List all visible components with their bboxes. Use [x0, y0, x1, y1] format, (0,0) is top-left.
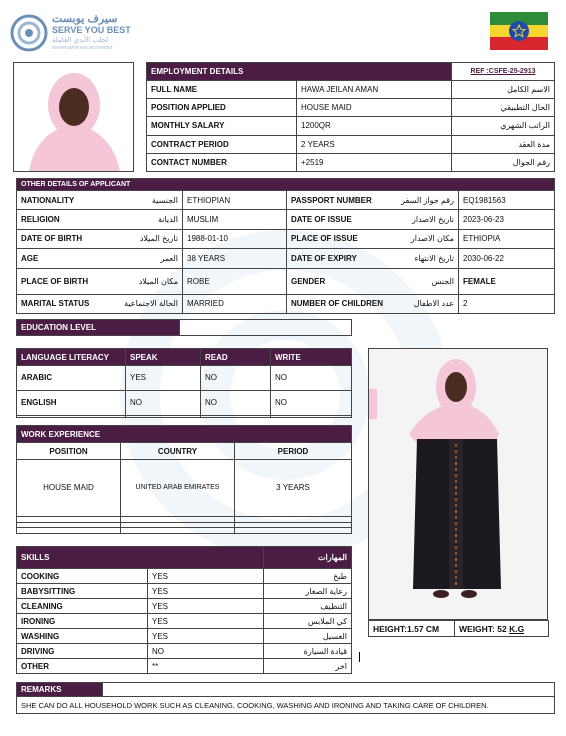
skill-washing-ar: الغسيل — [264, 629, 352, 644]
skill-babysitting-ar: رعاية الصغار — [264, 584, 352, 599]
label-dob: DATE OF BIRTH — [21, 234, 83, 244]
work-period: 3 YEARS — [235, 460, 352, 517]
skill-other-ar: اخر — [264, 659, 352, 674]
skill-cooking: COOKING — [17, 569, 148, 584]
value-contract: 2 YEARS — [297, 135, 452, 153]
brand-arabic: سيرف يوبست — [52, 13, 118, 25]
measurements-table — [368, 620, 549, 637]
label-issue-date-ar: تاريخ الاصدار — [411, 215, 454, 225]
logo-mark-icon — [10, 14, 48, 52]
skills-title: SKILLS — [17, 547, 264, 569]
arabic-read: NO — [201, 366, 271, 391]
value-nationality: ETHIOPIAN — [183, 191, 287, 210]
label-expiry: DATE OF EXPIRY — [291, 253, 357, 263]
label-position-ar: الحال التطبيقي — [452, 99, 555, 117]
value-gender: FEMALE — [459, 268, 555, 294]
language-english: ENGLISH — [17, 390, 126, 415]
brand-arabic-sub: لجلب الأيدي العاملة — [52, 37, 109, 44]
skill-other: OTHER — [17, 659, 148, 674]
work-title: WORK EXPERIENCE — [17, 426, 352, 443]
language-table — [16, 348, 352, 418]
value-contact: +2519 — [297, 153, 452, 171]
label-issue-date: DATE OF ISSUE — [291, 215, 352, 225]
weight-unit: K.G — [509, 623, 525, 634]
value-dob: 1988-01-10 — [183, 229, 287, 248]
work-country: UNITED ARAB EMIRATES — [121, 460, 235, 517]
label-contact: CONTACT NUMBER — [147, 153, 297, 171]
skill-cooking-ar: طبخ — [264, 569, 352, 584]
value-place-issue: ETHIOPIA — [459, 229, 555, 248]
employment-details-table — [146, 62, 555, 172]
other-details-table — [16, 178, 555, 314]
language-arabic: ARABIC — [17, 366, 126, 391]
skill-cleaning: CLEANING — [17, 599, 148, 614]
label-gender-ar: الجنس — [431, 276, 454, 286]
label-expiry-ar: تاريخ الانتهاء — [414, 253, 454, 263]
work-position: HOUSE MAID — [17, 460, 121, 517]
label-passport: PASSPORT NUMBER — [291, 195, 372, 205]
education-value — [180, 320, 352, 336]
label-nationality-ar: الجنسية — [151, 195, 178, 205]
ethiopia-flag — [490, 12, 548, 50]
height-value: HEIGHT:1.57 CM — [369, 621, 455, 637]
value-salary: 1200QR — [297, 117, 452, 135]
label-contract: CONTRACT PERIOD — [147, 135, 297, 153]
language-empty-row — [17, 415, 126, 418]
work-experience-table — [16, 425, 352, 534]
position-header: POSITION — [17, 443, 121, 460]
label-contact-ar: رقم الجوال — [452, 153, 555, 171]
other-details-title: OTHER DETAILS OF APPLICANT — [17, 179, 555, 191]
applicant-full-photo — [368, 348, 548, 620]
label-children-ar: عدد الاطفال — [413, 299, 454, 309]
label-salary-ar: الراتب الشهري — [452, 117, 555, 135]
country-header: COUNTRY — [121, 443, 235, 460]
skill-cleaning-ar: التنظيف — [264, 599, 352, 614]
label-salary: MONTHLY SALARY — [147, 117, 297, 135]
skill-other-value: ** — [148, 659, 264, 674]
label-position: POSITION APPLIED — [147, 99, 297, 117]
arabic-write: NO — [271, 366, 352, 391]
star-icon — [512, 24, 526, 38]
value-expiry: 2030-06-22 — [459, 249, 555, 268]
education-title: EDUCATION LEVEL — [17, 320, 180, 336]
company-logo — [10, 12, 140, 54]
language-header: LANGUAGE LITERACY — [17, 349, 126, 366]
label-passport-ar: رقم جواز السفر — [401, 195, 454, 205]
skill-washing-value: YES — [148, 629, 264, 644]
write-header: WRITE — [271, 349, 352, 366]
applicant-headshot — [13, 62, 134, 172]
skill-ironing: IRONING — [17, 614, 148, 629]
employment-title: EMPLOYMENT DETAILS — [147, 63, 452, 81]
remarks-text: SHE CAN DO ALL HOUSEHOLD WORK SUCH AS CLEANING, COOKING, WASHING AND IRONING AND TAKING CARE OF CHILDREN. — [17, 697, 555, 714]
label-nationality: NATIONALITY — [21, 195, 75, 205]
remarks-title: REMARKS — [17, 683, 103, 697]
label-full-name-ar: الاسم الكامل — [452, 81, 555, 99]
value-passport: EQ1981563 — [459, 191, 555, 210]
label-age-ar: العمر — [160, 253, 178, 263]
label-place-birth: PLACE OF BIRTH — [21, 276, 89, 286]
english-speak: NO — [126, 390, 201, 415]
label-gender: GENDER — [291, 276, 326, 286]
period-header: PERIOD — [235, 443, 352, 460]
brand-name: SERVE YOU BEST — [52, 25, 131, 35]
label-full-name: FULL NAME — [147, 81, 297, 99]
value-full-name: HAWA JEILAN AMAN — [297, 81, 452, 99]
label-children: NUMBER OF CHILDREN — [291, 299, 383, 309]
label-dob-ar: تاريخ الميلاد — [139, 234, 178, 244]
label-religion-ar: الديانة — [157, 215, 178, 225]
skill-ironing-ar: كي الملابس — [264, 614, 352, 629]
skill-cooking-value: YES — [148, 569, 264, 584]
skill-cleaning-value: YES — [148, 599, 264, 614]
label-place-birth-ar: مكان الميلاد — [138, 276, 178, 286]
value-position: HOUSE MAID — [297, 99, 452, 117]
skill-washing: WASHING — [17, 629, 148, 644]
arabic-speak: YES — [126, 366, 201, 391]
skill-ironing-value: YES — [148, 614, 264, 629]
value-age: 38 YEARS — [183, 249, 287, 268]
label-religion: RELIGION — [21, 215, 60, 225]
value-place-birth: ROBE — [183, 268, 287, 294]
brand-sub: MANPOWER RECRUITMENT — [52, 45, 113, 50]
reference-number: REF :CSFE-25-2913 — [452, 63, 555, 81]
skill-driving: DRIVING — [17, 644, 148, 659]
english-read: NO — [201, 390, 271, 415]
remarks-table — [16, 682, 555, 714]
value-religion: MUSLIM — [183, 210, 287, 229]
education-table — [16, 319, 352, 336]
skill-driving-ar: قيادة السيارة — [264, 644, 352, 659]
skills-title-ar: المهارات — [264, 547, 352, 569]
value-children: 2 — [459, 294, 555, 313]
cursor-line — [359, 652, 360, 662]
label-place-issue: PLACE OF ISSUE — [291, 234, 358, 244]
value-issue-date: 2023-06-23 — [459, 210, 555, 229]
label-marital: MARITAL STATUS — [21, 299, 90, 309]
label-age: AGE — [21, 253, 39, 263]
skill-babysitting: BABYSITTING — [17, 584, 148, 599]
label-place-issue-ar: مكان الاصدار — [410, 234, 454, 244]
read-header: READ — [201, 349, 271, 366]
skill-driving-value: NO — [148, 644, 264, 659]
speak-header: SPEAK — [126, 349, 201, 366]
label-contract-ar: مدة العقد — [452, 135, 555, 153]
skills-table — [16, 546, 352, 674]
weight-value: WEIGHT: 52 — [459, 623, 510, 634]
label-marital-ar: الحالة الاجتماعية — [124, 299, 178, 309]
value-marital: MARRIED — [183, 294, 287, 313]
english-write: NO — [271, 390, 352, 415]
skill-babysitting-value: YES — [148, 584, 264, 599]
